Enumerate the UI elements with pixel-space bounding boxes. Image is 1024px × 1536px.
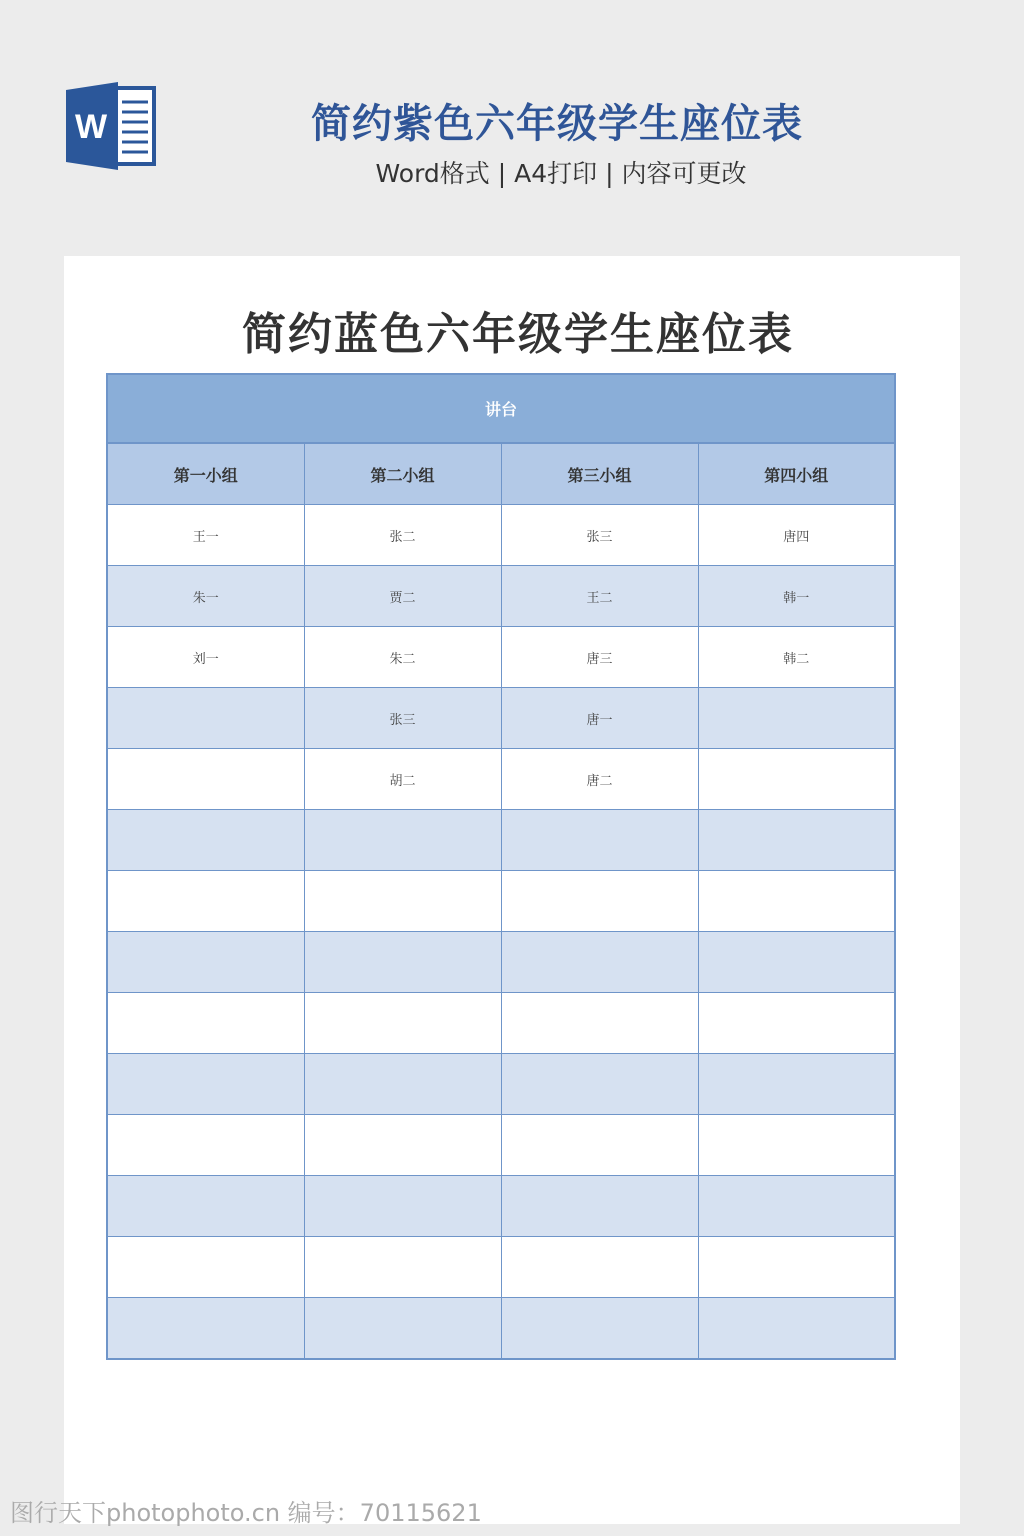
seat-cell: 唐三 xyxy=(501,627,698,688)
table-row xyxy=(107,871,895,932)
table-row xyxy=(107,688,895,749)
table-row xyxy=(107,1237,895,1298)
seat-cell xyxy=(501,932,698,993)
table-row xyxy=(107,993,895,1054)
seat-cell xyxy=(698,1176,895,1237)
seat-cell xyxy=(698,1237,895,1298)
seat-cell xyxy=(304,1237,501,1298)
seat-cell xyxy=(698,1054,895,1115)
seat-cell xyxy=(304,1298,501,1360)
document-title: 简约蓝色六年级学生座位表 xyxy=(242,309,794,360)
seating-body xyxy=(107,505,895,1360)
seat-cell: 王二 xyxy=(501,566,698,627)
group-header-4: 第四小组 xyxy=(698,443,895,505)
seat-cell xyxy=(107,1237,304,1298)
seat-cell: 唐四 xyxy=(698,505,895,566)
table-row xyxy=(107,1054,895,1115)
seat-cell xyxy=(501,1237,698,1298)
seat-cell xyxy=(698,1298,895,1360)
seat-cell: 韩一 xyxy=(698,566,895,627)
seat-cell xyxy=(501,993,698,1054)
seat-cell xyxy=(107,1115,304,1176)
seat-cell xyxy=(698,871,895,932)
group-header-1: 第一小组 xyxy=(107,443,304,505)
seat-cell xyxy=(107,1054,304,1115)
seat-cell xyxy=(698,932,895,993)
seat-cell xyxy=(304,871,501,932)
seat-cell: 朱一 xyxy=(107,566,304,627)
group-header-3: 第三小组 xyxy=(501,443,698,505)
seat-cell: 王一 xyxy=(107,505,304,566)
seat-cell xyxy=(501,1115,698,1176)
seat-cell xyxy=(107,810,304,871)
seat-cell xyxy=(304,932,501,993)
seat-cell: 张二 xyxy=(304,505,501,566)
seat-cell xyxy=(107,1298,304,1360)
seat-cell: 张三 xyxy=(501,505,698,566)
seat-cell xyxy=(698,749,895,810)
seat-cell xyxy=(698,810,895,871)
seat-cell xyxy=(107,871,304,932)
table-row xyxy=(107,810,895,871)
seat-cell xyxy=(304,810,501,871)
table-row xyxy=(107,1115,895,1176)
seat-cell: 刘一 xyxy=(107,627,304,688)
table-row xyxy=(107,627,895,688)
seat-cell xyxy=(501,871,698,932)
seat-cell: 张三 xyxy=(304,688,501,749)
seat-cell xyxy=(107,688,304,749)
seat-cell xyxy=(501,810,698,871)
seat-cell xyxy=(501,1176,698,1237)
seat-cell: 唐一 xyxy=(501,688,698,749)
table-row xyxy=(107,505,895,566)
table-row xyxy=(107,566,895,627)
seat-cell: 朱二 xyxy=(304,627,501,688)
table-row xyxy=(107,749,895,810)
watermark: 图行天下photophoto.cn 编号：70115621 xyxy=(10,1499,482,1527)
table-row xyxy=(107,932,895,993)
seat-cell xyxy=(304,993,501,1054)
seat-cell xyxy=(107,932,304,993)
table-row xyxy=(107,1176,895,1237)
seat-cell xyxy=(501,1054,698,1115)
seat-cell: 韩二 xyxy=(698,627,895,688)
seat-cell xyxy=(698,688,895,749)
seat-cell xyxy=(698,1115,895,1176)
podium-header: 讲台 xyxy=(107,374,895,443)
seat-cell xyxy=(107,993,304,1054)
seat-cell xyxy=(304,1054,501,1115)
seat-cell xyxy=(107,1176,304,1237)
group-header-2: 第二小组 xyxy=(304,443,501,505)
seat-cell: 唐二 xyxy=(501,749,698,810)
seat-cell: 胡二 xyxy=(304,749,501,810)
seating-table xyxy=(106,373,896,1360)
table-row xyxy=(107,1298,895,1360)
seat-cell: 贾二 xyxy=(304,566,501,627)
seat-cell xyxy=(698,993,895,1054)
word-icon-letter: W xyxy=(74,108,108,146)
seat-cell xyxy=(304,1115,501,1176)
banner-subtitle: Word格式 | A4打印 | 内容可更改 xyxy=(375,159,747,188)
seat-cell xyxy=(501,1298,698,1360)
seat-cell xyxy=(107,749,304,810)
seat-cell xyxy=(304,1176,501,1237)
banner-title: 简约紫色六年级学生座位表 xyxy=(311,101,803,147)
